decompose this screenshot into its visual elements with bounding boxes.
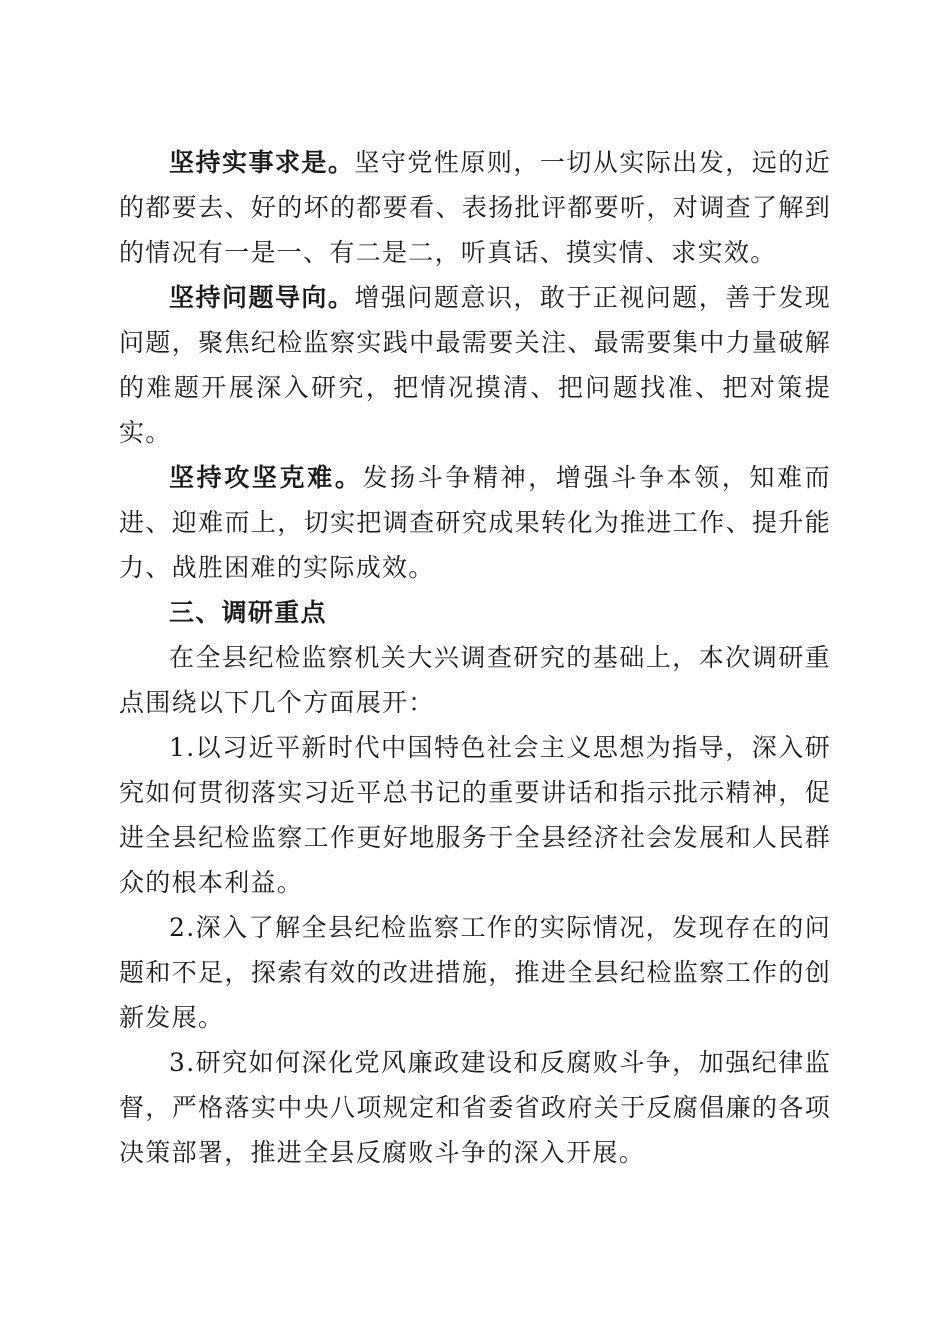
- principle-body-3: 发扬斗争精神，增强斗争本领，知难而进、迎难而上，切实把调查研究成果转化为推进工作、提升能力、战胜困难的实际成效。: [119, 463, 831, 582]
- list-item-2: 2.深入了解全县纪检监察工作的实际情况，发现存在的问题和不足，探索有效的改进措施，推进全县纪检监察工作的创新发展。: [119, 913, 831, 1032]
- document-page: [119, 140, 831, 1175]
- principle-paragraph-2: [119, 275, 831, 455]
- intro-paragraph: 在全县纪检监察机关大兴调查研究的基础上，本次调研重点围绕以下几个方面展开：: [119, 643, 831, 717]
- list-item-3: 3.研究如何深化党风廉政建设和反腐败斗争，加强纪律监督，严格落实中央八项规定和省委省政府关于反腐倡廉的各项决策部署，推进全县反腐败斗争的深入开展。: [119, 1048, 831, 1167]
- section-heading: 三、调研重点: [169, 598, 327, 627]
- principle-lead-1: 坚持实事求是。: [169, 148, 355, 177]
- list-item-1: 1.以习近平新时代中国特色社会主义思想为指导，深入研究如何贯彻落实习近平总书记的重要讲话和指示批示精神，促进全县纪检监察工作更好地服务于全县经济社会发展和人民群众的根本利益。: [119, 733, 831, 897]
- principle-body-1: 坚守党性原则，一切从实际出发，远的近的都要去、好的坏的都要看、表扬批评都要听，对调查了解到的情况有一是一、有二是二，听真话、摸实情、求实效。: [119, 148, 831, 267]
- principle-lead-2: 坚持问题导向。: [169, 283, 355, 312]
- principle-body-2: 增强问题意识，敢于正视问题，善于发现问题，聚焦纪检监察实践中最需要关注、最需要集中力量破解的难题开展深入研究，把情况摸清、把问题找准、把对策提实。: [119, 283, 831, 447]
- principle-paragraph-3: [119, 455, 831, 590]
- principle-lead-3: 坚持攻坚克难。: [169, 463, 363, 492]
- principle-paragraph-1: [119, 140, 831, 275]
